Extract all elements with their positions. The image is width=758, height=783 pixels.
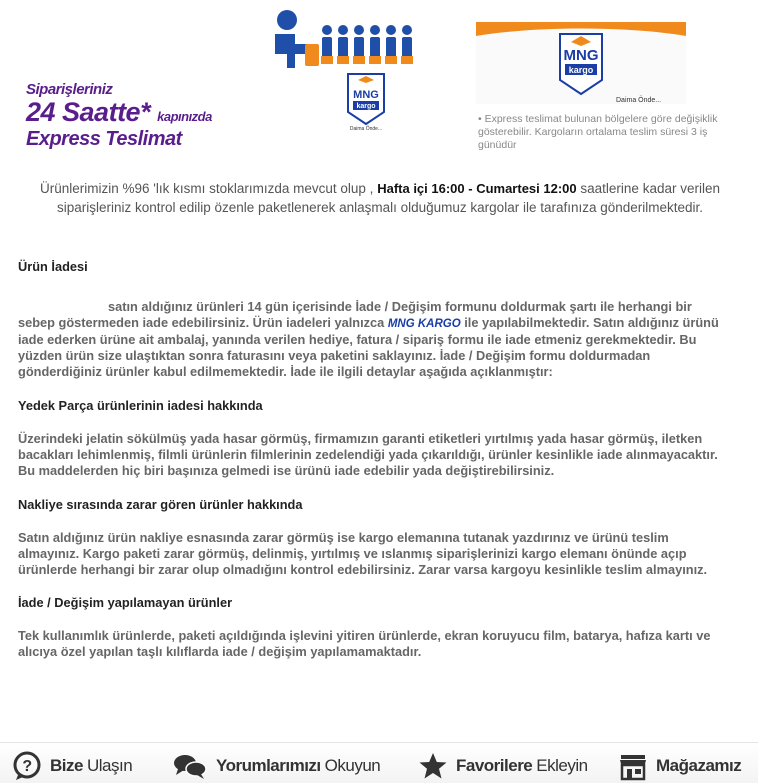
shipping-damage-body: Satın aldığınız ürün nakliye esnasında zarar görmüş ise kargo elemanına tutanak yazdırınız ve ürünü teslim almayınız. Kargo paketi zarar görmüş, delinmiş, yırtılmış ve ıslanmış siparişlerinizi kargo elemanı önünde açıp ürünlerde herhangi bir zarar olup olmadığını kontrol edebilirsiniz. Zarar varsa kargoyu kesinlikle teslim almayınız. <box>18 530 708 577</box>
svg-text:Daima Önde...: Daima Önde... <box>349 126 383 132</box>
svg-text:MNG: MNG <box>563 47 599 64</box>
promo-line-2: 24 Saatte* kapınızda <box>26 97 212 127</box>
spare-parts-body: Üzerindeki jelatin sökülmüş yada hasar görmüş, firmamızın garanti etiketleri yırtılmış yada hasar görmüş, iletken bacakları lehimlenmiş, filmli ürünlerin filmlerinin zedelendiği yada çıkarıldığı, ürünler kesinlikle iade alınmayacaktır. Bu maddelerden hiç biri başınıza gelmedi ise ürünü iade edebilir yada değiştirebilirsiniz. <box>18 431 718 478</box>
delivery-note: • Express teslimat bulunan bölgelere göre değişiklik gösterebilir. Kargoların ortalama teslim süresi 3 iş günüdür <box>478 113 718 151</box>
returns-body: satın aldığınız ürünleri 14 gün içerisinde İade / Değişim formunu doldurmak şartı ile herhangi bir sebep göstermeden iade edebilirsiniz. Ürün iadeleri yalnızca MNG KARGO ile yapılabilmektedir. Satın aldığınız ürünü iade ederken ürüne ait ambalaj, yanında verilen hediye, fatura / sipariş formu ile iade etmeniz gerekmektedir. Bu yüzden ürün size ulaştıktan sonra faturasını veya paketini saklayınız. İade / Değişim formu doldurmadan gönderdiğiniz ürünler kabul edilmemektedir. İade ile ilgili detaylar aşağıda açıklanmıştır: <box>18 299 719 379</box>
promo-line-1: Siparişleriniz <box>26 81 113 98</box>
spare-parts-title: Yedek Parça ürünlerinin iadesi hakkında <box>18 398 263 413</box>
add-favorites-link[interactable]: Favorilere Ekleyin <box>418 751 588 781</box>
stock-info: Ürünlerimizin %96 'lık kısmı stoklarımızda mevcut olup , Hafta içi 16:00 - Cumartesi 12:00 saatlerine kadar verilen siparişleriniz kontrol edilip özenle paketlenerek anlaşmalı olduğumuz kargolar ile tarafınıza gönderilmektedir. <box>40 181 720 215</box>
shipping-hours: Hafta içi 16:00 - Cumartesi 12:00 <box>377 181 577 196</box>
store-icon <box>618 751 648 781</box>
footer-bar <box>0 742 758 783</box>
shipping-damage-title: Nakliye sırasında zarar gören ürünler hakkında <box>18 497 303 512</box>
returns-title: Ürün İadesi <box>18 259 88 274</box>
non-returnable-body: Tek kullanımlık ürünlerde, paketi açıldığında işlevini yitiren ürünlerde, ekran koruyucu film, batarya, hafıza kartı ve alıcıya özel yapılan taşlı kılıflarda iade / değişim yapılamamaktadır. <box>18 628 711 659</box>
question-bubble-icon <box>12 751 42 781</box>
carrier-name: MNG KARGO <box>387 318 461 330</box>
non-returnable-title: İade / Değişim yapılamayan ürünler <box>18 595 233 610</box>
read-reviews-link[interactable]: Yorumlarımızı Okuyun <box>172 751 380 781</box>
svg-text:kargo: kargo <box>568 65 594 75</box>
mng-kargo-small-logo <box>336 70 396 132</box>
mng-kargo-logo <box>476 22 686 104</box>
contact-us-link[interactable]: ? Bize Ulaşın <box>12 751 132 781</box>
promo-line-3: Express Teslimat <box>26 128 182 150</box>
delivery-banner <box>0 0 758 172</box>
people-queue-icon <box>271 6 421 72</box>
svg-text:kargo: kargo <box>356 103 376 110</box>
our-store-link[interactable]: Mağazamız <box>618 751 745 781</box>
return-policy <box>18 259 730 660</box>
express-delivery-promo <box>26 82 212 149</box>
star-icon <box>418 751 448 781</box>
svg-text:?: ? <box>22 758 32 775</box>
svg-text:MNG: MNG <box>353 89 379 101</box>
svg-text:Daima Önde...: Daima Önde... <box>616 97 662 104</box>
chat-bubbles-icon <box>172 751 208 781</box>
